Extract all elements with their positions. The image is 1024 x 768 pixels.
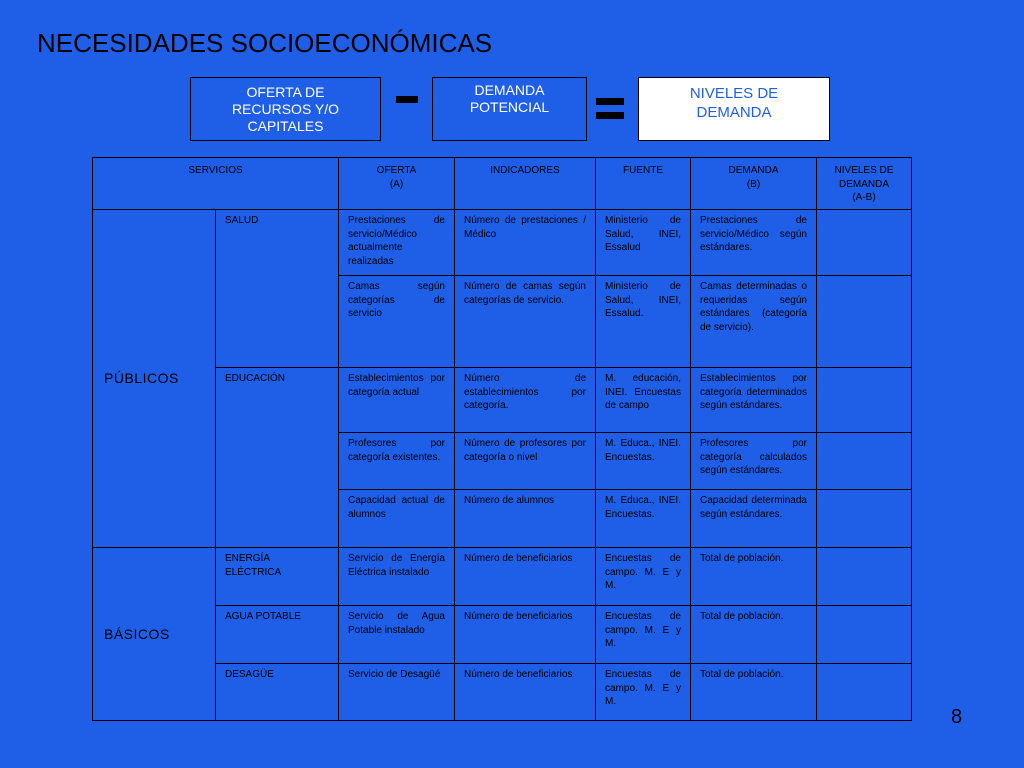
minus-sign: [396, 96, 418, 103]
cell-niveles: [817, 490, 912, 548]
category-agua: AGUA POTABLE: [216, 606, 339, 664]
header-demanda: DEMANDA (B): [691, 158, 817, 210]
needs-table: [92, 157, 912, 721]
cell-demanda: Total de población.: [691, 664, 817, 721]
cell-demanda: Profesores por categoría calculados según estándares.: [691, 433, 817, 490]
cell-niveles: [817, 276, 912, 368]
cell-indicador: Número de establecimientos por categoría.: [455, 368, 596, 433]
table-row: [93, 368, 912, 433]
header-servicios: SERVICIOS: [93, 158, 339, 210]
cell-indicador: Número de alumnos: [455, 490, 596, 548]
cell-demanda: Prestaciones de servicio/Médico según estándares.: [691, 210, 817, 276]
cell-niveles: [817, 368, 912, 433]
category-educacion: EDUCACIÓN: [216, 368, 339, 548]
cell-indicador: Número de beneficiarios: [455, 548, 596, 606]
formula-box-demanda: DEMANDA POTENCIAL: [432, 77, 587, 141]
table-header-row: [93, 158, 912, 210]
cell-niveles: [817, 548, 912, 606]
cell-oferta: Servicio de Desagüé: [339, 664, 455, 721]
cell-indicador: Número de beneficiarios: [455, 606, 596, 664]
cell-fuente: Encuestas de campo. M. E y M.: [596, 664, 691, 721]
cell-niveles: [817, 664, 912, 721]
formula-box-oferta: OFERTA DE RECURSOS Y/O CAPITALES: [190, 77, 381, 141]
cell-fuente: Encuestas de campo. M. E y M.: [596, 606, 691, 664]
cell-oferta: Servicio de Agua Potable instalado: [339, 606, 455, 664]
header-oferta: OFERTA (A): [339, 158, 455, 210]
cell-indicador: Número de prestaciones / Médico: [455, 210, 596, 276]
group-publicos: PÚBLICOS: [93, 210, 216, 548]
page-number: 8: [951, 706, 963, 728]
header-niveles: NIVELES DE DEMANDA (A-B): [817, 158, 912, 210]
cell-oferta: Profesores por categoría existentes.: [339, 433, 455, 490]
cell-fuente: Encuestas de campo. M. E y M.: [596, 548, 691, 606]
cell-demanda: Establecimientos por categoría determinados según estándares.: [691, 368, 817, 433]
category-salud: SALUD: [216, 210, 339, 368]
slide-title: NECESIDADES SOCIOECONÓMICAS: [37, 28, 493, 58]
cell-demanda: Camas determinadas o requeridas según estándares (categoría de servicio).: [691, 276, 817, 368]
cell-oferta: Prestaciones de servicio/Médico actualmente realizadas: [339, 210, 455, 276]
cell-demanda: Capacidad determinada según estándares.: [691, 490, 817, 548]
table-row: [93, 548, 912, 606]
cell-oferta: Servicio de Energía Eléctrica instalado: [339, 548, 455, 606]
cell-indicador: Número de camas según categorías de servicio.: [455, 276, 596, 368]
cell-fuente: M. Educa., INEI. Encuestas.: [596, 433, 691, 490]
table-row: [93, 606, 912, 664]
group-basicos: BÁSICOS: [93, 548, 216, 721]
formula-box-niveles: NIVELES DE DEMANDA: [638, 77, 830, 141]
cell-fuente: M. Educa., INEI. Encuestas.: [596, 490, 691, 548]
cell-niveles: [817, 606, 912, 664]
category-desague: DESAGÜE: [216, 664, 339, 721]
cell-fuente: Ministerio de Salud, INEI, Essalud.: [596, 276, 691, 368]
cell-indicador: Número de profesores por categoría o nivel: [455, 433, 596, 490]
cell-oferta: Camas según categorías de servicio: [339, 276, 455, 368]
cell-oferta: Capacidad actual de alumnos: [339, 490, 455, 548]
cell-demanda: Total de población.: [691, 606, 817, 664]
equals-sign-bottom: [596, 112, 624, 119]
table-row: [93, 210, 912, 276]
cell-oferta: Establecimientos por categoría actual: [339, 368, 455, 433]
equals-sign-top: [596, 98, 624, 105]
table-row: [93, 664, 912, 721]
cell-niveles: [817, 210, 912, 276]
header-fuente: FUENTE: [596, 158, 691, 210]
cell-demanda: Total de población.: [691, 548, 817, 606]
cell-fuente: M. educación, INEI. Encuestas de campo: [596, 368, 691, 433]
cell-fuente: Ministerio de Salud, INEI, Essalud: [596, 210, 691, 276]
category-energia: ENERGÍA ELÉCTRICA: [216, 548, 339, 606]
cell-niveles: [817, 433, 912, 490]
cell-indicador: Número de beneficiarios: [455, 664, 596, 721]
header-indicadores: INDICADORES: [455, 158, 596, 210]
